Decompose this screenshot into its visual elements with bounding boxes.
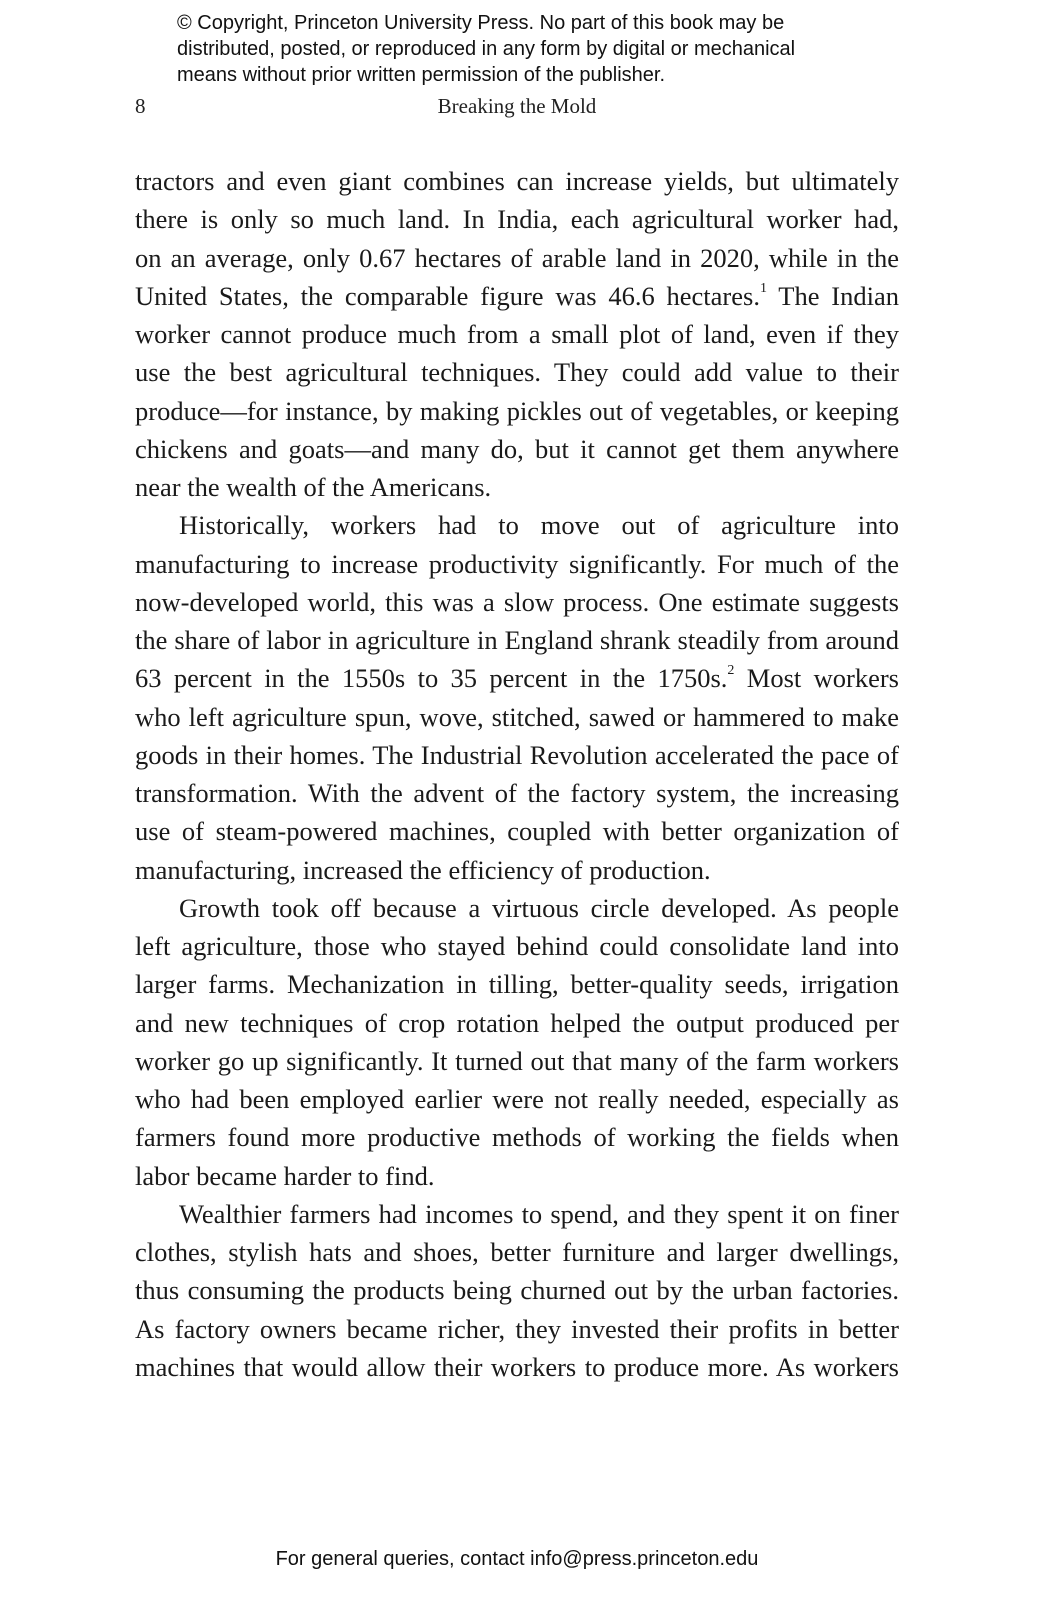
paragraph [135, 162, 899, 506]
copyright-line: © Copyright, Princeton University Press. No part of this book may be [177, 12, 785, 34]
footnote-marker[interactable]: 2 [727, 663, 735, 679]
paragraph [135, 1195, 899, 1386]
text-line: left agriculture, those who stayed behind could consolidate land into [135, 931, 899, 961]
text-line: and new techniques of crop rotation helped the output produced per [135, 1007, 899, 1038]
text-line: the share of labor in agriculture in England shrank steadily from around [135, 625, 899, 655]
text-line: tractors and even giant combines can increase yields, but ultimately [135, 166, 899, 196]
text-line: Historically, workers had to move out of agriculture into [179, 510, 899, 541]
text-line: worker cannot produce much from a small plot of land, even if they [135, 319, 899, 349]
text-line: manufacturing, increased the efficiency of production. [135, 854, 711, 885]
text-line: there is only so much land. In India, each agricultural worker had, [135, 204, 899, 235]
running-title: Breaking the Mold [437, 94, 597, 118]
text-line: clothes, stylish hats and shoes, better furniture and larger dwellings, [135, 1237, 899, 1267]
text-line: use the best agricultural techniques. They could add value to their [135, 357, 899, 388]
text-line: worker go up significantly. It turned out that many of the farm workers [135, 1045, 899, 1076]
footnote-marker[interactable]: 1 [759, 280, 767, 296]
copyright-notice [177, 10, 897, 88]
text-line: As factory owners became richer, they invested their profits in better [135, 1313, 899, 1344]
text-line: United States, the comparable figure was 46.6 hectares.$^1$ The Indian [135, 280, 900, 311]
text-line: Wealthier farmers had incomes to spend, and they spent it on finer [179, 1198, 899, 1229]
text-line: larger farms. Mechanization in tilling, better-quality seeds, irrigation [135, 969, 899, 1000]
text-line: machines that would allow their workers to produce more. As workers [135, 1351, 899, 1382]
text-line: near the wealth of the Americans. [135, 472, 492, 502]
text-line: who had been employed earlier were not really needed, especially as [135, 1084, 899, 1114]
text-line: produce—for instance, by making pickles out of vegetables, or keeping [135, 395, 899, 426]
text-line: labor became harder to find. [135, 1160, 435, 1191]
text-line: manufacturing to increase productivity significantly. For much of the [135, 548, 899, 579]
copyright-line: distributed, posted, or reproduced in any form by digital or mechanical [177, 38, 796, 60]
text-line: Growth took off because a virtuous circle developed. As people [179, 892, 899, 923]
text-line: goods in their homes. The Industrial Revolution accelerated the pace of [135, 739, 899, 770]
text-line: 63 percent in the 1550s to 35 percent in the 1750s.$^2$ Most workers [135, 663, 899, 694]
text-line: farmers found more productive methods of working the fields when [135, 1122, 899, 1153]
text-line: thus consuming the products being churned out by the urban factories. [135, 1275, 899, 1306]
text-line: who left agriculture spun, wove, stitched, sawed or hammered to make [135, 701, 899, 732]
page-number: 8 [135, 94, 146, 118]
paragraph [135, 506, 899, 889]
text-line: chickens and goats—and many do, but it cannot get them anywhere [135, 433, 899, 464]
paragraph [135, 889, 899, 1195]
text-line: now-developed world, this was a slow process. One estimate suggests [135, 586, 899, 617]
body-text [135, 162, 899, 1386]
copyright-line: means without prior written permission of the publisher. [177, 64, 666, 86]
text-line: transformation. With the advent of the factory system, the increasing [135, 778, 899, 808]
text-line: on an average, only 0.67 hectares of arable land in 2020, while in the [135, 242, 899, 273]
footer-contact: For general queries, contact info@press.princeton.edu [275, 1548, 759, 1570]
text-line: use of steam-powered machines, coupled with better organization of [135, 816, 899, 847]
